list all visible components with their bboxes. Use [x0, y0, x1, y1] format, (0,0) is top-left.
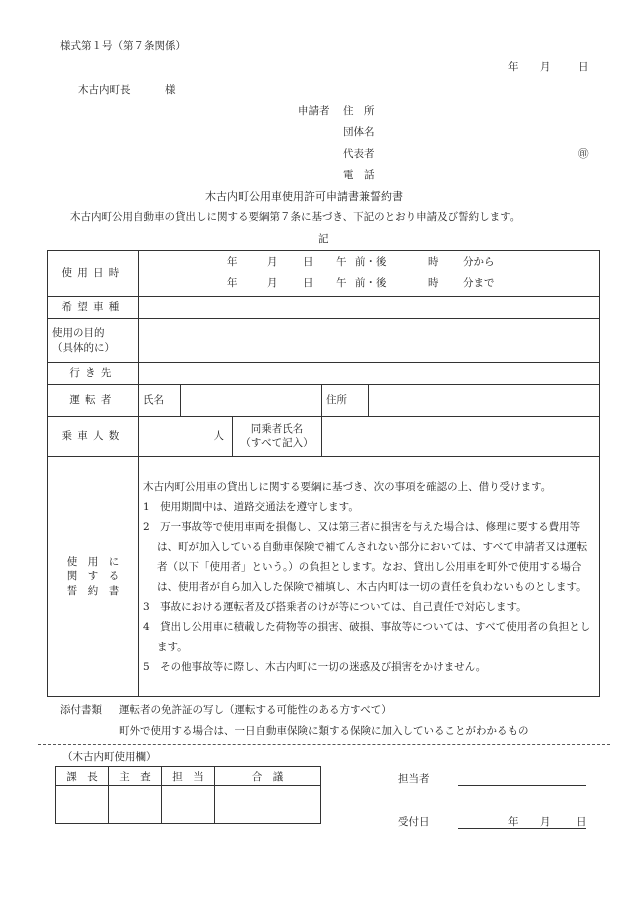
row-passengers [48, 417, 600, 457]
approval-col-consultation: 合 議 [215, 767, 321, 786]
usage-datetime-label: 使用日時 [48, 251, 139, 297]
pledge-item-5: 5 その他事故等に際し、木古内町に一切の迷惑及び損害をかけません。 [143, 660, 487, 673]
passengers-unit: 人 [213, 430, 224, 443]
approval-stamp-supervisor[interactable] [109, 786, 162, 824]
cut-line [38, 744, 610, 745]
applicant-organization-label: 団体名 [343, 126, 375, 138]
pledge-lead: 木古内町公用車の貸出しに関する要綱に基づき、次の事項を確認の上、借り受けます。 [143, 480, 552, 493]
attachment-item-1: 運転者の免許証の写し（運転する可能性のある方すべて） [119, 704, 392, 716]
attachments-label: 添付書類 [60, 704, 102, 716]
received-year: 年 [508, 816, 519, 828]
driver-label: 運転者 [48, 385, 139, 417]
row-vehicle-type [48, 297, 600, 319]
purpose-field[interactable] [139, 319, 600, 363]
driver-address-field[interactable] [369, 385, 600, 417]
row-driver [48, 385, 600, 417]
staff-label: 担当者 [398, 773, 430, 785]
approval-stamp-staff[interactable] [162, 786, 215, 824]
pledge-text [139, 457, 600, 697]
passenger-names-label: 同乗者氏名 （すべて記入） [233, 417, 322, 457]
passenger-names-field[interactable] [322, 417, 600, 457]
vehicle-type-field[interactable] [139, 297, 600, 319]
driver-name-field[interactable] [181, 385, 322, 417]
vehicle-type-label: 希望車種 [48, 297, 139, 319]
passengers-count-field[interactable] [139, 417, 233, 457]
date-day: 日 [578, 61, 589, 73]
pledge-item-2: 2 万一事故等で使用車両を損傷し、又は第三者に損害を与えた場合は、修理に要する費用等は、町が加入している自動車保険で補てんされない部分においては、すべて申請者又は運転者（以下「使用者」という。）の負担とします。なお、貸出し公用車を町外で使用する場合は、使用者が自ら加入した保険で補填し、木古内町は一切の責任を負わないものとします。 [143, 520, 588, 593]
received-day: 日 [576, 816, 587, 828]
addressee-honorific: 様 [165, 84, 176, 96]
row-destination [48, 363, 600, 385]
applicant-address-label: 住 所 [343, 105, 375, 117]
usage-datetime-field[interactable]: 年 月 日 午 前・後 時 分から 年 月 日 午 前・後 時 分まで [139, 251, 600, 297]
ki-label: 記 [318, 233, 329, 245]
pledge-label: 使 用 に 関 す る 誓 約 書 [48, 457, 139, 697]
driver-address-label: 住所 [322, 385, 369, 417]
purpose-label: 使用の目的 （具体的に） [48, 319, 139, 363]
applicant-representative-label: 代表者 [343, 148, 375, 160]
approval-col-supervisor: 主 査 [109, 767, 162, 786]
attachment-item-2: 町外で使用する場合は、一日自動車保険に類する保険に加入していることがわかるもの [119, 725, 529, 737]
date-year: 年 [508, 61, 519, 73]
received-label: 受付日 [398, 816, 430, 828]
intro-text: 木古内町公用自動車の貸出しに関する要綱第７条に基づき、下記のとおり申請及び誓約します。 [70, 211, 521, 223]
approval-table [55, 766, 321, 824]
received-month: 月 [540, 816, 551, 828]
driver-name-label: 氏名 [139, 385, 181, 417]
approval-stamp-chief[interactable] [56, 786, 109, 824]
pledge-item-3: 3 事故における運転者及び搭乗者のけが等については、自己責任で対応します。 [143, 600, 527, 613]
seal-mark: ㊞ [578, 148, 589, 160]
row-pledge [48, 457, 600, 697]
approval-col-chief: 課 長 [56, 767, 109, 786]
applicant-label: 申請者 [298, 105, 330, 117]
passengers-label: 乗車人数 [48, 417, 139, 457]
row-purpose [48, 319, 600, 363]
applicant-phone-label: 電 話 [343, 169, 375, 181]
date-month: 月 [540, 61, 551, 73]
addressee-name: 木古内町長 [78, 84, 131, 96]
page-title: 木古内町公用車使用許可申請書兼誓約書 [205, 190, 403, 203]
form-number: 様式第１号（第７条関係） [60, 40, 186, 52]
destination-label: 行き先 [48, 363, 139, 385]
pledge-item-4: 4 貸出し公用車に積載した荷物等の損害、破損、事故等については、すべて使用者の負担とします。 [143, 620, 591, 653]
received-date-field[interactable] [458, 814, 586, 829]
approval-col-staff: 担 当 [162, 767, 215, 786]
approval-stamp-consultation[interactable] [215, 786, 321, 824]
office-use-heading: （木古内町使用欄） [62, 751, 157, 763]
destination-field[interactable] [139, 363, 600, 385]
row-usage-datetime [48, 251, 600, 297]
pledge-item-1: 1 使用期間中は、道路交通法を遵守します。 [143, 500, 359, 513]
application-table [47, 250, 600, 697]
staff-field[interactable] [458, 771, 586, 786]
